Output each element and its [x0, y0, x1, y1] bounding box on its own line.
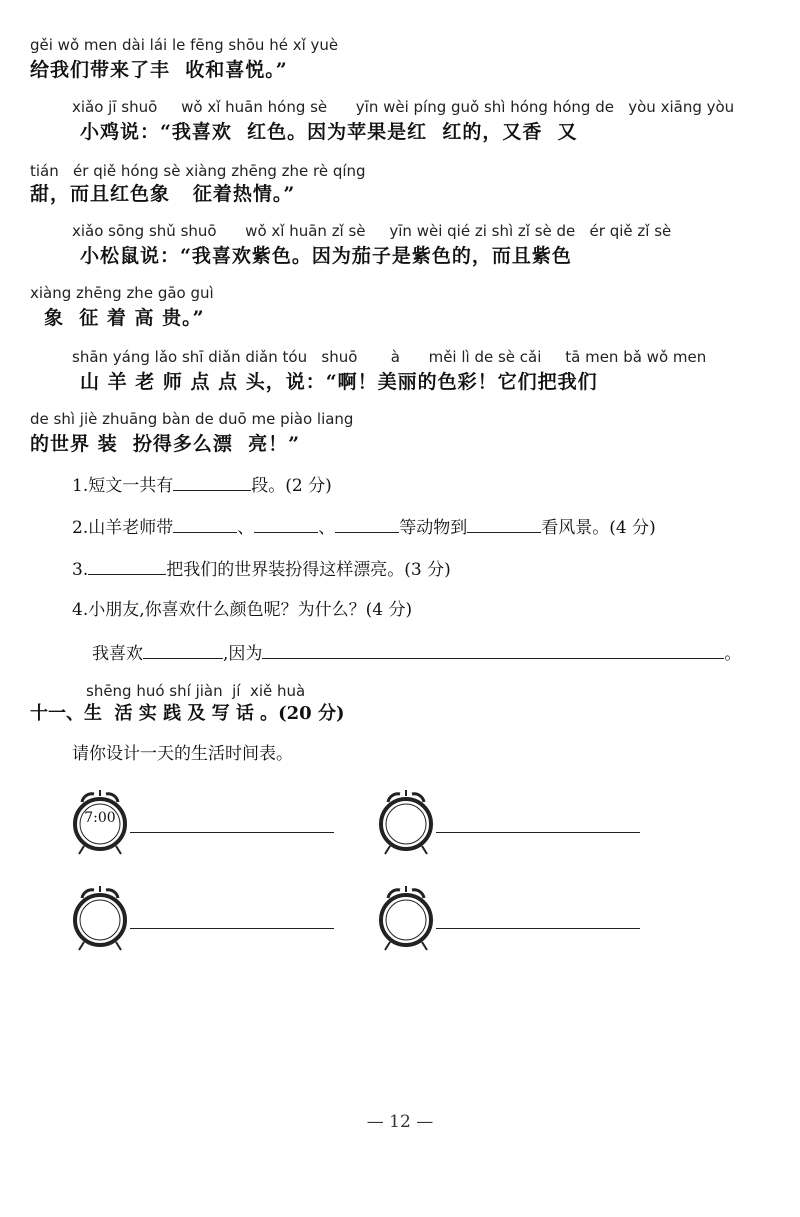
text-line-7: 的世界 装 扮得多么漂 亮！”: [30, 433, 301, 455]
text-line-5: 象 征 着 高 贵。”: [44, 307, 205, 329]
alarm-clock-icon: [72, 884, 136, 954]
question-2-separator-1: 、: [237, 518, 255, 538]
text-line-1: 给我们带来了丰 收和喜悦。”: [30, 59, 288, 81]
question-4-answer-line: [92, 640, 741, 666]
clock-time-label: 7:00: [84, 810, 116, 826]
question-4-answer-middle: ,因为: [223, 644, 263, 664]
pinyin-line-7: de shì jiè zhuāng bàn de duō me piào liang: [30, 410, 354, 428]
question-4-color-blank[interactable]: [143, 640, 223, 659]
clock-3-answer-line[interactable]: [130, 928, 334, 929]
pinyin-line-2: xiǎo jī shuō wǒ xǐ huān hóng sè yīn wèi píng guǒ shì hóng hóng de yòu xiāng yòu: [72, 98, 735, 116]
question-2-middle: 等动物到: [399, 518, 468, 538]
question-2-blank-2[interactable]: [254, 514, 318, 533]
pinyin-line-4: xiǎo sōng shǔ shuō wǒ xǐ huān zǐ sè yīn wèi qié zi shì zǐ sè de ér qiě zǐ sè: [72, 222, 672, 240]
pinyin-line-1: gěi wǒ men dài lái le fēng shōu hé xǐ yuè: [30, 36, 339, 54]
question-2-prefix: 2.山羊老师带: [72, 518, 174, 538]
question-1-prefix: 1.短文一共有: [72, 476, 174, 496]
question-2-separator-2: 、: [318, 518, 336, 538]
question-3-prefix: 3.: [72, 560, 89, 580]
question-4: 4.小朋友,你喜欢什么颜色呢？为什么？(4 分): [72, 600, 413, 620]
question-4-answer-suffix: 。: [724, 644, 742, 664]
clock-4-answer-line[interactable]: [436, 928, 640, 929]
question-1-suffix: 段。(2 分): [251, 476, 332, 496]
question-2-suffix: 看风景。(4 分): [541, 518, 656, 538]
section-11-prompt: 请你设计一天的生活时间表。: [72, 744, 293, 764]
alarm-clock-icon: [72, 788, 136, 858]
question-1: [72, 472, 332, 498]
question-2-blank-3[interactable]: [335, 514, 399, 533]
question-1-answer-blank[interactable]: [173, 472, 251, 491]
text-line-4: 小松鼠说：“我喜欢紫色。因为茄子是紫色的，而且紫色: [80, 245, 572, 267]
section-11-pinyin: shēng huó shí jiàn jí xiě huà: [86, 682, 306, 700]
pinyin-line-5: xiàng zhēng zhe gāo guì: [30, 284, 214, 302]
question-3-answer-blank[interactable]: [88, 556, 166, 575]
question-2: [72, 514, 656, 540]
question-2-blank-1[interactable]: [173, 514, 237, 533]
question-2-blank-4[interactable]: [467, 514, 541, 533]
question-3: [72, 556, 451, 582]
alarm-clock-icon: [378, 884, 442, 954]
pinyin-line-6: shān yáng lǎo shī diǎn diǎn tóu shuō à měi lì de sè cǎi tā men bǎ wǒ men: [72, 348, 707, 366]
section-11-title: 十一、生 活 实 践 及 写 话 。(20 分): [30, 703, 345, 724]
text-line-6: 山 羊 老 师 点 点 头，说：“啊！美丽的色彩！它们把我们: [80, 371, 598, 393]
page-number: — 12 —: [366, 1112, 434, 1132]
question-3-suffix: 把我们的世界装扮得这样漂亮。(3 分): [166, 560, 451, 580]
clock-2-answer-line[interactable]: [436, 832, 640, 833]
alarm-clock-icon: [378, 788, 442, 858]
question-4-answer-prefix: 我喜欢: [92, 644, 143, 664]
clock-1-answer-line[interactable]: [130, 832, 334, 833]
text-line-3: 甜，而且红色象 征着热情。”: [30, 183, 296, 205]
question-4-reason-blank[interactable]: [262, 640, 724, 659]
pinyin-line-3: tián ér qiě hóng sè xiàng zhēng zhe rè qíng: [30, 162, 366, 180]
text-line-2: 小鸡说：“我喜欢 红色。因为苹果是红 红的，又香 又: [80, 121, 578, 143]
